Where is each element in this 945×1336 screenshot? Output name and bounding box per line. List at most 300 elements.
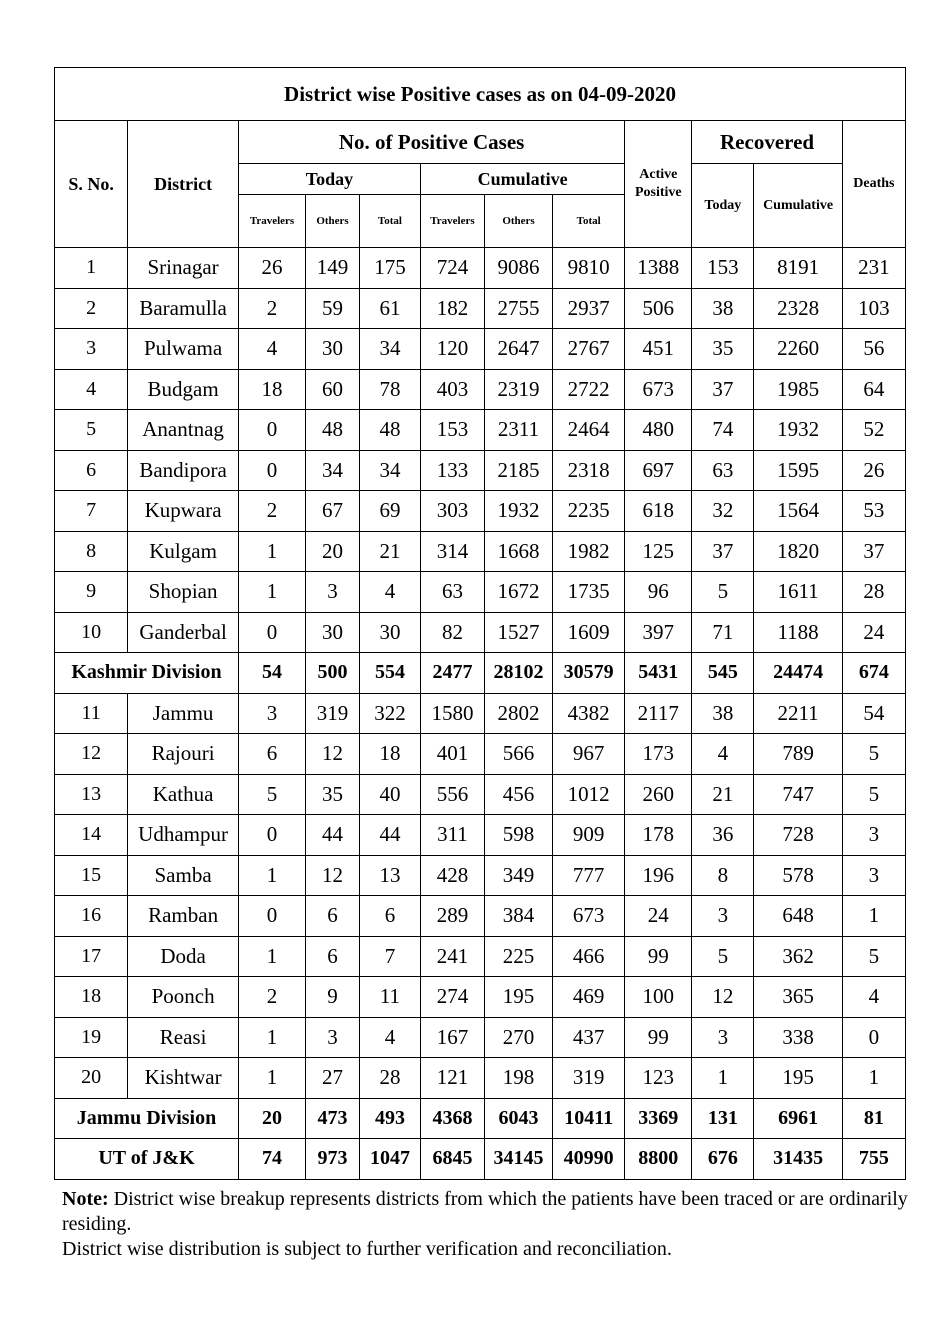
cell-value: 5 bbox=[842, 734, 905, 775]
total-value: 493 bbox=[359, 1098, 420, 1139]
cell-value: 2211 bbox=[754, 693, 842, 734]
cell-value: 724 bbox=[420, 248, 484, 289]
cell-value: 673 bbox=[625, 369, 692, 410]
header-deaths: Deaths bbox=[842, 121, 905, 248]
cell-value: 4 bbox=[692, 734, 754, 775]
total-value: 8800 bbox=[625, 1139, 692, 1180]
total-value: 20 bbox=[238, 1098, 305, 1139]
cell-value: 30 bbox=[306, 329, 360, 370]
header-recovered-cumulative: Cumulative bbox=[754, 164, 842, 248]
total-value: 4368 bbox=[420, 1098, 484, 1139]
cell-value: 175 bbox=[359, 248, 420, 289]
cell-sno: 18 bbox=[55, 977, 128, 1018]
cell-value: 6 bbox=[306, 936, 360, 977]
cell-value: 365 bbox=[754, 977, 842, 1018]
cell-value: 37 bbox=[842, 531, 905, 572]
cell-district: Ganderbal bbox=[128, 612, 239, 653]
total-value: 545 bbox=[692, 653, 754, 694]
cell-value: 4 bbox=[359, 572, 420, 613]
total-value: 554 bbox=[359, 653, 420, 694]
cell-district: Samba bbox=[128, 855, 239, 896]
cell-value: 728 bbox=[754, 815, 842, 856]
jammu-division-row bbox=[55, 1098, 906, 1139]
cell-value: 578 bbox=[754, 855, 842, 896]
cell-value: 2464 bbox=[553, 410, 625, 451]
cell-value: 428 bbox=[420, 855, 484, 896]
total-value: 674 bbox=[842, 653, 905, 694]
cell-district: Reasi bbox=[128, 1017, 239, 1058]
header-today-total: Total bbox=[359, 195, 420, 248]
cell-value: 1982 bbox=[553, 531, 625, 572]
total-value: 54 bbox=[238, 653, 305, 694]
table-title: District wise Positive cases as on 04-09-2020 bbox=[55, 68, 906, 121]
cell-sno: 16 bbox=[55, 896, 128, 937]
cell-value: 4 bbox=[842, 977, 905, 1018]
cell-value: 403 bbox=[420, 369, 484, 410]
header-positive-cases: No. of Positive Cases bbox=[238, 121, 624, 164]
cell-value: 63 bbox=[420, 572, 484, 613]
cell-value: 260 bbox=[625, 774, 692, 815]
cell-value: 20 bbox=[306, 531, 360, 572]
cell-value: 2185 bbox=[484, 450, 552, 491]
cell-value: 1 bbox=[238, 572, 305, 613]
cell-value: 3 bbox=[306, 572, 360, 613]
cell-value: 338 bbox=[754, 1017, 842, 1058]
cell-value: 182 bbox=[420, 288, 484, 329]
cell-value: 4 bbox=[359, 1017, 420, 1058]
cell-value: 303 bbox=[420, 491, 484, 532]
table-row bbox=[55, 450, 906, 491]
cell-sno: 20 bbox=[55, 1058, 128, 1099]
cell-value: 241 bbox=[420, 936, 484, 977]
cell-value: 35 bbox=[692, 329, 754, 370]
cell-value: 195 bbox=[754, 1058, 842, 1099]
cell-value: 322 bbox=[359, 693, 420, 734]
cell-value: 24 bbox=[842, 612, 905, 653]
cell-value: 37 bbox=[692, 369, 754, 410]
cell-value: 1388 bbox=[625, 248, 692, 289]
cell-value: 289 bbox=[420, 896, 484, 937]
cell-district: Kathua bbox=[128, 774, 239, 815]
cell-value: 456 bbox=[484, 774, 552, 815]
cell-value: 319 bbox=[553, 1058, 625, 1099]
cell-value: 1 bbox=[692, 1058, 754, 1099]
cell-value: 4 bbox=[238, 329, 305, 370]
total-value: 6845 bbox=[420, 1139, 484, 1180]
cell-district: Pulwama bbox=[128, 329, 239, 370]
cell-value: 167 bbox=[420, 1017, 484, 1058]
cases-table bbox=[54, 67, 906, 1180]
cell-value: 3 bbox=[842, 815, 905, 856]
cell-district: Kupwara bbox=[128, 491, 239, 532]
header-district: District bbox=[128, 121, 239, 248]
header-active-positive: Active Positive bbox=[625, 121, 692, 248]
cell-value: 35 bbox=[306, 774, 360, 815]
cell-value: 54 bbox=[842, 693, 905, 734]
header-cumulative: Cumulative bbox=[420, 164, 624, 195]
cell-value: 506 bbox=[625, 288, 692, 329]
cell-value: 40 bbox=[359, 774, 420, 815]
cell-value: 1 bbox=[238, 531, 305, 572]
cell-value: 82 bbox=[420, 612, 484, 653]
total-value: 40990 bbox=[553, 1139, 625, 1180]
cell-value: 8191 bbox=[754, 248, 842, 289]
cell-value: 32 bbox=[692, 491, 754, 532]
table-row bbox=[55, 369, 906, 410]
cell-value: 74 bbox=[692, 410, 754, 451]
header-recovered-today: Today bbox=[692, 164, 754, 248]
cell-value: 2 bbox=[238, 288, 305, 329]
cell-sno: 13 bbox=[55, 774, 128, 815]
cell-value: 99 bbox=[625, 936, 692, 977]
cell-sno: 2 bbox=[55, 288, 128, 329]
cell-sno: 12 bbox=[55, 734, 128, 775]
cell-value: 26 bbox=[842, 450, 905, 491]
table-row bbox=[55, 572, 906, 613]
cell-value: 1 bbox=[842, 1058, 905, 1099]
total-value: 473 bbox=[306, 1098, 360, 1139]
cell-value: 1668 bbox=[484, 531, 552, 572]
table-row bbox=[55, 1017, 906, 1058]
cell-value: 60 bbox=[306, 369, 360, 410]
cell-value: 178 bbox=[625, 815, 692, 856]
cell-value: 48 bbox=[359, 410, 420, 451]
cell-sno: 15 bbox=[55, 855, 128, 896]
cell-value: 648 bbox=[754, 896, 842, 937]
note-line-1 bbox=[62, 1187, 912, 1237]
cell-value: 274 bbox=[420, 977, 484, 1018]
cell-value: 2755 bbox=[484, 288, 552, 329]
cell-value: 9810 bbox=[553, 248, 625, 289]
cell-sno: 14 bbox=[55, 815, 128, 856]
cell-value: 149 bbox=[306, 248, 360, 289]
cell-value: 1564 bbox=[754, 491, 842, 532]
cell-value: 231 bbox=[842, 248, 905, 289]
cell-district: Anantnag bbox=[128, 410, 239, 451]
cell-value: 121 bbox=[420, 1058, 484, 1099]
total-value: 676 bbox=[692, 1139, 754, 1180]
cell-value: 1932 bbox=[484, 491, 552, 532]
table-row bbox=[55, 1058, 906, 1099]
table-row bbox=[55, 491, 906, 532]
cell-value: 697 bbox=[625, 450, 692, 491]
cell-value: 3 bbox=[238, 693, 305, 734]
cell-sno: 4 bbox=[55, 369, 128, 410]
cell-value: 69 bbox=[359, 491, 420, 532]
total-value: 2477 bbox=[420, 653, 484, 694]
cell-value: 48 bbox=[306, 410, 360, 451]
cell-value: 225 bbox=[484, 936, 552, 977]
cell-value: 451 bbox=[625, 329, 692, 370]
cell-value: 34 bbox=[359, 450, 420, 491]
cell-value: 673 bbox=[553, 896, 625, 937]
cell-value: 103 bbox=[842, 288, 905, 329]
cell-district: Ramban bbox=[128, 896, 239, 937]
cell-value: 1 bbox=[238, 936, 305, 977]
cell-district: Udhampur bbox=[128, 815, 239, 856]
cell-value: 2937 bbox=[553, 288, 625, 329]
cell-value: 153 bbox=[692, 248, 754, 289]
cell-district: Shopian bbox=[128, 572, 239, 613]
cell-value: 0 bbox=[238, 815, 305, 856]
header-recovered: Recovered bbox=[692, 121, 842, 164]
cell-value: 1527 bbox=[484, 612, 552, 653]
table-row bbox=[55, 329, 906, 370]
cell-value: 4382 bbox=[553, 693, 625, 734]
cell-value: 26 bbox=[238, 248, 305, 289]
cell-district: Rajouri bbox=[128, 734, 239, 775]
table-row bbox=[55, 288, 906, 329]
cell-value: 2767 bbox=[553, 329, 625, 370]
cell-value: 12 bbox=[692, 977, 754, 1018]
cell-value: 100 bbox=[625, 977, 692, 1018]
cell-value: 38 bbox=[692, 693, 754, 734]
table-row bbox=[55, 896, 906, 937]
total-value: 74 bbox=[238, 1139, 305, 1180]
cell-value: 1 bbox=[842, 896, 905, 937]
cell-value: 3 bbox=[306, 1017, 360, 1058]
cell-value: 2260 bbox=[754, 329, 842, 370]
cell-value: 125 bbox=[625, 531, 692, 572]
cell-value: 311 bbox=[420, 815, 484, 856]
header-cumulative-others: Others bbox=[484, 195, 552, 248]
table-row bbox=[55, 977, 906, 1018]
cell-value: 1985 bbox=[754, 369, 842, 410]
note-text-1: District wise breakup represents districts from which the patients have been traced or are ordinarily residing. bbox=[62, 1188, 908, 1235]
cell-value: 480 bbox=[625, 410, 692, 451]
cell-value: 52 bbox=[842, 410, 905, 451]
cell-value: 99 bbox=[625, 1017, 692, 1058]
cell-value: 1188 bbox=[754, 612, 842, 653]
cell-value: 11 bbox=[359, 977, 420, 1018]
cell-value: 28 bbox=[359, 1058, 420, 1099]
cell-value: 1735 bbox=[553, 572, 625, 613]
cell-value: 967 bbox=[553, 734, 625, 775]
total-value: 5431 bbox=[625, 653, 692, 694]
cell-value: 78 bbox=[359, 369, 420, 410]
cell-value: 64 bbox=[842, 369, 905, 410]
cell-value: 2328 bbox=[754, 288, 842, 329]
cell-value: 7 bbox=[359, 936, 420, 977]
total-value: 28102 bbox=[484, 653, 552, 694]
note-label: Note: bbox=[62, 1188, 109, 1210]
cell-value: 384 bbox=[484, 896, 552, 937]
cell-value: 2802 bbox=[484, 693, 552, 734]
total-value: 31435 bbox=[754, 1139, 842, 1180]
cell-value: 2647 bbox=[484, 329, 552, 370]
cell-value: 120 bbox=[420, 329, 484, 370]
cell-value: 198 bbox=[484, 1058, 552, 1099]
cell-value: 556 bbox=[420, 774, 484, 815]
kashmir-division-row bbox=[55, 653, 906, 694]
ut-total-row bbox=[55, 1139, 906, 1180]
cell-district: Jammu bbox=[128, 693, 239, 734]
cell-value: 1012 bbox=[553, 774, 625, 815]
cell-district: Baramulla bbox=[128, 288, 239, 329]
table-row bbox=[55, 936, 906, 977]
cell-value: 319 bbox=[306, 693, 360, 734]
header-today-others: Others bbox=[306, 195, 360, 248]
cell-value: 349 bbox=[484, 855, 552, 896]
table-body bbox=[55, 248, 906, 1180]
cell-value: 2235 bbox=[553, 491, 625, 532]
cell-value: 1 bbox=[238, 1017, 305, 1058]
cell-value: 2319 bbox=[484, 369, 552, 410]
cell-value: 1672 bbox=[484, 572, 552, 613]
cell-value: 21 bbox=[692, 774, 754, 815]
table-row bbox=[55, 855, 906, 896]
cell-value: 133 bbox=[420, 450, 484, 491]
cell-value: 44 bbox=[306, 815, 360, 856]
cell-value: 96 bbox=[625, 572, 692, 613]
cell-value: 18 bbox=[238, 369, 305, 410]
cell-value: 6 bbox=[306, 896, 360, 937]
cell-value: 1611 bbox=[754, 572, 842, 613]
cell-sno: 3 bbox=[55, 329, 128, 370]
cell-value: 173 bbox=[625, 734, 692, 775]
cell-value: 598 bbox=[484, 815, 552, 856]
total-value: 131 bbox=[692, 1098, 754, 1139]
cell-value: 12 bbox=[306, 734, 360, 775]
cell-value: 397 bbox=[625, 612, 692, 653]
cell-value: 1932 bbox=[754, 410, 842, 451]
total-value: 10411 bbox=[553, 1098, 625, 1139]
cell-value: 37 bbox=[692, 531, 754, 572]
cell-value: 0 bbox=[238, 410, 305, 451]
total-value: 500 bbox=[306, 653, 360, 694]
header-cumulative-total: Total bbox=[553, 195, 625, 248]
cell-value: 196 bbox=[625, 855, 692, 896]
cell-value: 1609 bbox=[553, 612, 625, 653]
cell-value: 1580 bbox=[420, 693, 484, 734]
header-cumulative-travelers: Travelers bbox=[420, 195, 484, 248]
table-row bbox=[55, 531, 906, 572]
total-value: 24474 bbox=[754, 653, 842, 694]
cell-value: 777 bbox=[553, 855, 625, 896]
cell-value: 56 bbox=[842, 329, 905, 370]
note-section bbox=[62, 1187, 912, 1262]
cell-value: 21 bbox=[359, 531, 420, 572]
total-value: 6961 bbox=[754, 1098, 842, 1139]
cell-district: Doda bbox=[128, 936, 239, 977]
cell-sno: 7 bbox=[55, 491, 128, 532]
cell-value: 36 bbox=[692, 815, 754, 856]
cell-value: 3 bbox=[842, 855, 905, 896]
table-row bbox=[55, 734, 906, 775]
cell-value: 8 bbox=[692, 855, 754, 896]
total-value: 6043 bbox=[484, 1098, 552, 1139]
table-row bbox=[55, 248, 906, 289]
cell-value: 5 bbox=[692, 572, 754, 613]
table-row bbox=[55, 815, 906, 856]
cell-value: 24 bbox=[625, 896, 692, 937]
cell-value: 747 bbox=[754, 774, 842, 815]
cell-value: 566 bbox=[484, 734, 552, 775]
cell-value: 2722 bbox=[553, 369, 625, 410]
cell-value: 1 bbox=[238, 855, 305, 896]
cell-value: 18 bbox=[359, 734, 420, 775]
cell-value: 71 bbox=[692, 612, 754, 653]
total-value: 755 bbox=[842, 1139, 905, 1180]
total-label: Jammu Division bbox=[55, 1098, 239, 1139]
cell-value: 44 bbox=[359, 815, 420, 856]
cell-value: 30 bbox=[306, 612, 360, 653]
total-value: 973 bbox=[306, 1139, 360, 1180]
cell-value: 3 bbox=[692, 1017, 754, 1058]
cell-sno: 11 bbox=[55, 693, 128, 734]
cell-value: 362 bbox=[754, 936, 842, 977]
cell-district: Srinagar bbox=[128, 248, 239, 289]
cell-value: 270 bbox=[484, 1017, 552, 1058]
cell-district: Kishtwar bbox=[128, 1058, 239, 1099]
cell-value: 34 bbox=[306, 450, 360, 491]
cell-value: 2311 bbox=[484, 410, 552, 451]
cell-district: Poonch bbox=[128, 977, 239, 1018]
cell-value: 13 bbox=[359, 855, 420, 896]
cell-value: 153 bbox=[420, 410, 484, 451]
cell-value: 12 bbox=[306, 855, 360, 896]
table-row bbox=[55, 410, 906, 451]
cell-value: 195 bbox=[484, 977, 552, 1018]
cell-value: 34 bbox=[359, 329, 420, 370]
cell-value: 2 bbox=[238, 977, 305, 1018]
cell-sno: 17 bbox=[55, 936, 128, 977]
cell-value: 1595 bbox=[754, 450, 842, 491]
cell-value: 5 bbox=[842, 936, 905, 977]
total-value: 81 bbox=[842, 1098, 905, 1139]
cell-sno: 5 bbox=[55, 410, 128, 451]
total-value: 30579 bbox=[553, 653, 625, 694]
cell-district: Budgam bbox=[128, 369, 239, 410]
cell-sno: 8 bbox=[55, 531, 128, 572]
cell-sno: 6 bbox=[55, 450, 128, 491]
cell-value: 314 bbox=[420, 531, 484, 572]
cell-value: 0 bbox=[842, 1017, 905, 1058]
cell-value: 0 bbox=[238, 896, 305, 937]
cell-value: 9086 bbox=[484, 248, 552, 289]
cell-value: 38 bbox=[692, 288, 754, 329]
cell-value: 27 bbox=[306, 1058, 360, 1099]
cell-value: 6 bbox=[238, 734, 305, 775]
total-value: 1047 bbox=[359, 1139, 420, 1180]
table-row bbox=[55, 693, 906, 734]
cell-district: Kulgam bbox=[128, 531, 239, 572]
cell-value: 5 bbox=[238, 774, 305, 815]
cell-sno: 10 bbox=[55, 612, 128, 653]
cell-value: 909 bbox=[553, 815, 625, 856]
cell-value: 1820 bbox=[754, 531, 842, 572]
total-value: 3369 bbox=[625, 1098, 692, 1139]
cell-value: 6 bbox=[359, 896, 420, 937]
cell-value: 5 bbox=[692, 936, 754, 977]
total-value: 34145 bbox=[484, 1139, 552, 1180]
cell-sno: 19 bbox=[55, 1017, 128, 1058]
cell-value: 2 bbox=[238, 491, 305, 532]
cell-value: 63 bbox=[692, 450, 754, 491]
cell-value: 0 bbox=[238, 450, 305, 491]
table-row bbox=[55, 774, 906, 815]
cell-value: 59 bbox=[306, 288, 360, 329]
cell-value: 5 bbox=[842, 774, 905, 815]
cell-district: Bandipora bbox=[128, 450, 239, 491]
cell-sno: 9 bbox=[55, 572, 128, 613]
total-label: Kashmir Division bbox=[55, 653, 239, 694]
cell-value: 466 bbox=[553, 936, 625, 977]
cell-value: 2318 bbox=[553, 450, 625, 491]
cell-value: 67 bbox=[306, 491, 360, 532]
cell-value: 30 bbox=[359, 612, 420, 653]
cell-value: 1 bbox=[238, 1058, 305, 1099]
